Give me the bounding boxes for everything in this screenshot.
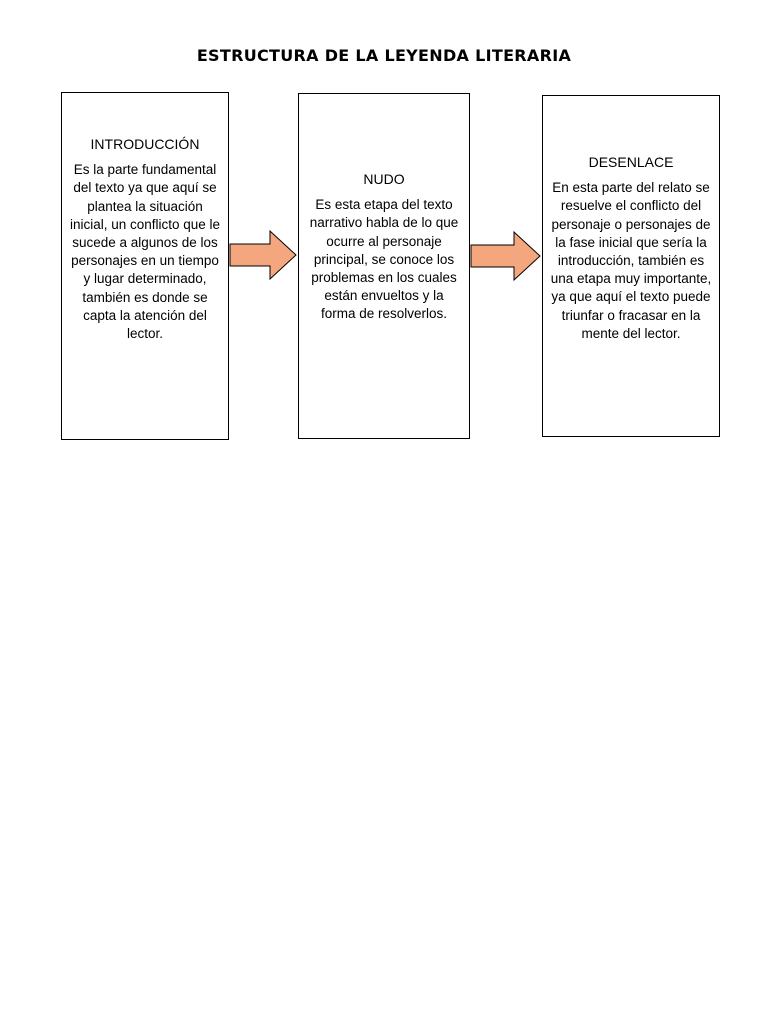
right-arrow-icon [470, 230, 542, 282]
stage-text: Es la parte fundamental del texto ya que aquí se plantea la situación inicial, un conflicto que le sucede a algunos de los personajes en un tiempo y lugar determinado, también es donde se capta la atención del lector. [69, 162, 221, 342]
stage-heading: NUDO [363, 171, 405, 187]
arrow-shape [471, 232, 540, 280]
stage-box-introduccion [61, 92, 229, 440]
stage-text: En esta parte del relato se resuelve el conflicto del personaje o personajes de la fase inicial que sería la introducción, también es una etapa muy importante, ya que aquí el texto puede triunfar o fracasar en la mente del lector. [550, 180, 712, 341]
stage-box-nudo [298, 93, 470, 439]
stage-heading: DESENLACE [588, 154, 674, 170]
stage-box-desenlace [542, 95, 720, 437]
stage-text: Es esta etapa del texto narrativo habla de lo que ocurre al personaje principal, se conoce los problemas en los cuales están envueltos y la forma de resolverlos. [309, 197, 459, 322]
right-arrow-icon [229, 229, 299, 281]
arrow-shape [230, 231, 296, 279]
stage-heading: INTRODUCCIÓN [90, 136, 200, 152]
diagram-title: ESTRUCTURA DE LA LEYENDA LITERARIA [196, 46, 572, 65]
